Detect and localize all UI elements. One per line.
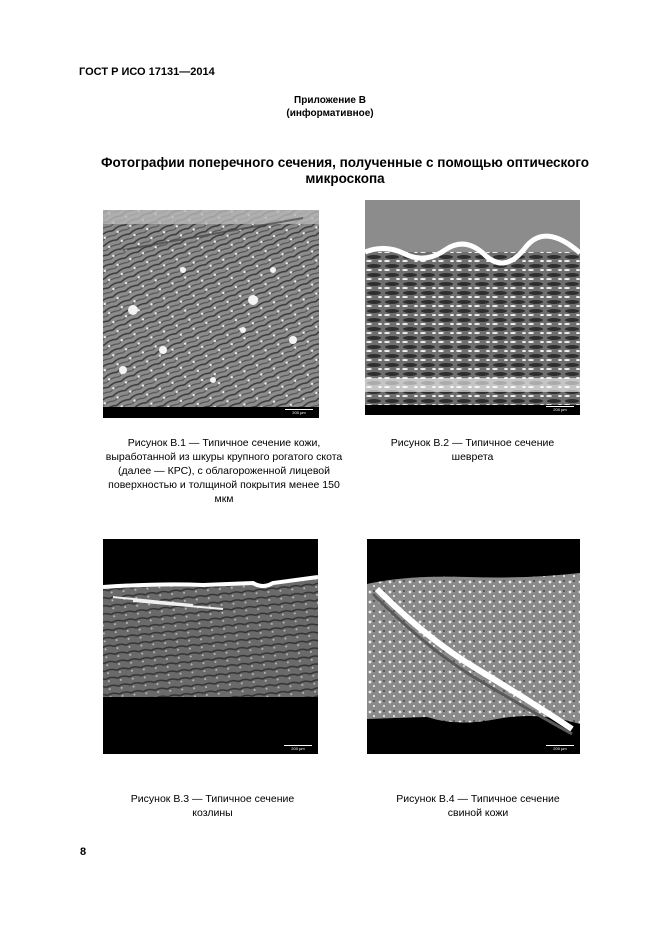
- micrograph-image-1: [103, 210, 319, 418]
- caption-figure-2: Рисунок В.2 — Типичное сечение шеврета: [390, 437, 555, 463]
- micrograph-figure-4: [367, 539, 580, 754]
- appendix-subtitle: (информативное): [286, 108, 374, 119]
- micrograph-figure-1: [103, 210, 319, 418]
- scale-bar-2: 200 µm: [546, 406, 574, 412]
- micrograph-image-4: [367, 539, 580, 754]
- caption-figure-3: Рисунок В.3 — Типичное сечение козлины: [130, 793, 295, 819]
- caption-figure-1: Рисунок В.1 — Типичное сечение кожи, выработанной из шкуры крупного рогатого скота (далее — КРС), с облагороженной лицевой поверхностью и толщиной покрытия менее 150 мкм: [105, 437, 343, 505]
- scale-bar-1: 200 µm: [285, 409, 313, 415]
- micrograph-figure-2: [365, 200, 580, 415]
- caption-figure-4: Рисунок В.4 — Типичное сечение свиной кожи: [396, 793, 560, 819]
- micrograph-image-2: [365, 200, 580, 415]
- scale-bar-3: 200 µm: [284, 745, 312, 751]
- page-number: 8: [80, 846, 87, 858]
- appendix-title: Приложение В: [294, 95, 366, 106]
- micrograph-image-3: [103, 539, 318, 754]
- document-header: ГОСТ Р ИСО 17131—2014: [79, 66, 215, 78]
- scale-bar-4: 200 µm: [546, 745, 574, 751]
- micrograph-figure-3: [103, 539, 318, 754]
- section-title: Фотографии поперечного сечения, полученные с помощью оптического микроскопа: [100, 155, 590, 186]
